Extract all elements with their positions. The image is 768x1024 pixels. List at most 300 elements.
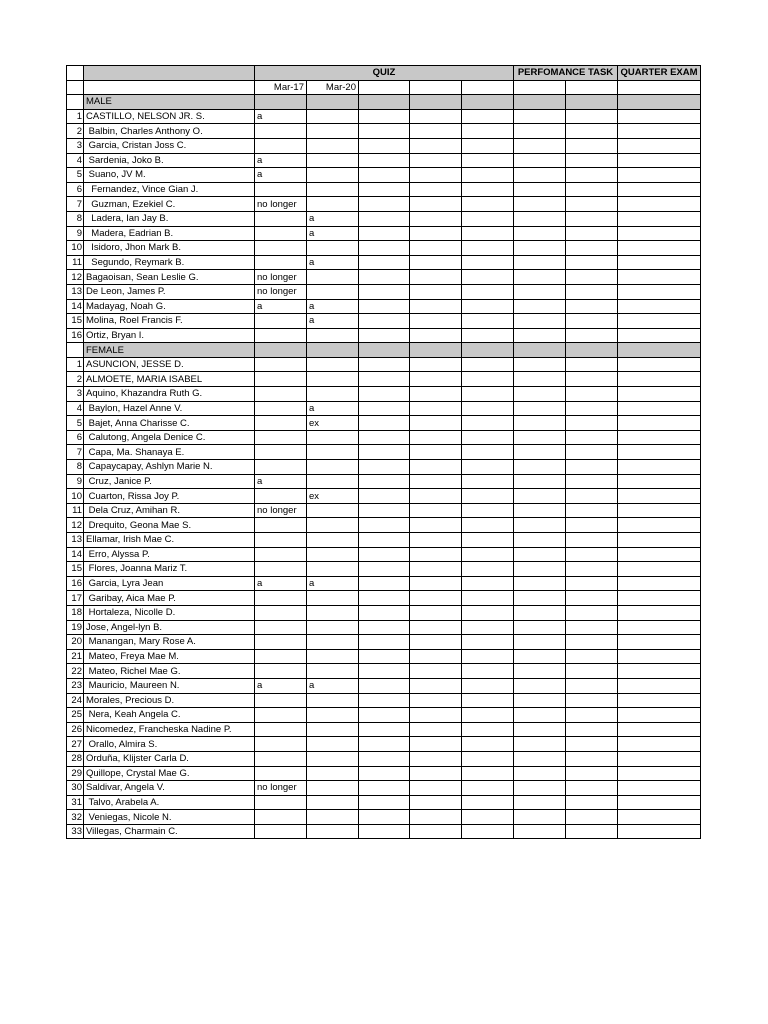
table-row (67, 576, 701, 591)
table-row (67, 722, 701, 737)
grade-cell (462, 372, 514, 387)
table-row (67, 372, 701, 387)
student-name: Guzman, Ezekiel C. (84, 197, 255, 212)
grade-cell (462, 299, 514, 314)
section-num-cell (67, 343, 84, 358)
grade-cell (618, 737, 701, 752)
grade-cell (618, 124, 701, 139)
quiz-1-cell: no longer (255, 270, 307, 285)
header-row (67, 66, 701, 81)
grade-cell (514, 722, 566, 737)
grade-cell (462, 591, 514, 606)
student-name: Mateo, Richel Mae G. (84, 664, 255, 679)
section-fill-cell (410, 95, 462, 110)
quiz-1-cell (255, 751, 307, 766)
grade-cell (410, 722, 462, 737)
table-row (67, 299, 701, 314)
grade-cell (462, 576, 514, 591)
student-name: Veniegas, Nicole N. (84, 810, 255, 825)
quiz-1-cell: no longer (255, 197, 307, 212)
quiz-1-cell (255, 387, 307, 402)
quiz-2-cell: a (307, 576, 359, 591)
grade-cell (410, 372, 462, 387)
quiz-2-cell (307, 781, 359, 796)
grade-cell (410, 489, 462, 504)
grade-cell (618, 708, 701, 723)
quiz-1-cell (255, 314, 307, 329)
grade-cell (359, 722, 410, 737)
grade-cell (618, 270, 701, 285)
quiz-date-2: Mar-20 (307, 80, 359, 95)
grade-cell (514, 708, 566, 723)
table-row (67, 445, 701, 460)
quiz-2-cell (307, 270, 359, 285)
grade-cell (514, 678, 566, 693)
quiz-1-cell (255, 562, 307, 577)
grade-cell (462, 387, 514, 402)
table-row (67, 328, 701, 343)
quiz-2-cell (307, 693, 359, 708)
student-name: Garcia, Cristan Joss C. (84, 138, 255, 153)
grade-cell (566, 401, 618, 416)
quiz-1-cell (255, 708, 307, 723)
grade-cell (462, 766, 514, 781)
student-name: Segundo, Reymark B. (84, 255, 255, 270)
quiz-1-cell (255, 226, 307, 241)
student-number: 10 (67, 489, 84, 504)
grade-cell (410, 211, 462, 226)
student-name: Madayag, Noah G. (84, 299, 255, 314)
quiz-1-cell: a (255, 299, 307, 314)
student-number: 17 (67, 591, 84, 606)
quiz-2-cell (307, 474, 359, 489)
grade-cell (410, 781, 462, 796)
table-row (67, 737, 701, 752)
grade-cell (514, 138, 566, 153)
quiz-2-cell (307, 824, 359, 839)
student-number: 8 (67, 460, 84, 475)
student-name: Jose, Angel-lyn B. (84, 620, 255, 635)
section-fill-cell (359, 95, 410, 110)
quiz-1-cell (255, 664, 307, 679)
grade-cell (514, 620, 566, 635)
quiz-2-cell (307, 357, 359, 372)
grade-cell (410, 766, 462, 781)
quiz-2-cell (307, 138, 359, 153)
grade-cell (359, 576, 410, 591)
grade-cell (514, 226, 566, 241)
grade-cell (514, 547, 566, 562)
grade-cell (462, 182, 514, 197)
date-row-num (67, 80, 84, 95)
grade-cell (359, 591, 410, 606)
grade-cell (410, 357, 462, 372)
table-row (67, 460, 701, 475)
performance-task-header: PERFOMANCE TASK (514, 66, 618, 81)
section-fill-cell (359, 343, 410, 358)
quiz-1-cell (255, 255, 307, 270)
grade-cell (566, 138, 618, 153)
grade-cell (359, 620, 410, 635)
quiz-2-cell (307, 168, 359, 183)
table-row (67, 255, 701, 270)
student-name: Cruz, Janice P. (84, 474, 255, 489)
grade-cell (462, 445, 514, 460)
quiz-1-cell (255, 124, 307, 139)
grade-cell (462, 620, 514, 635)
grade-cell (359, 255, 410, 270)
student-name: Bajet, Anna Charisse C. (84, 416, 255, 431)
student-number: 11 (67, 503, 84, 518)
grade-cell (618, 197, 701, 212)
grade-cell (566, 357, 618, 372)
quiz-2-cell (307, 284, 359, 299)
grade-cell (514, 270, 566, 285)
student-name: Suano, JV M. (84, 168, 255, 183)
student-name: Capaycapay, Ashlyn Marie N. (84, 460, 255, 475)
student-number: 5 (67, 168, 84, 183)
quiz-1-cell: a (255, 576, 307, 591)
grade-cell (462, 255, 514, 270)
student-name: Ellamar, Irish Mae C. (84, 533, 255, 548)
grade-cell (410, 299, 462, 314)
grade-cell (359, 605, 410, 620)
student-number: 3 (67, 138, 84, 153)
grade-cell (514, 810, 566, 825)
grade-cell (514, 751, 566, 766)
quiz-2-cell (307, 503, 359, 518)
grade-cell (514, 533, 566, 548)
grade-cell (410, 664, 462, 679)
quiz-2-cell (307, 591, 359, 606)
grade-cell (462, 605, 514, 620)
grade-cell (566, 635, 618, 650)
student-name: Calutong, Angela Denice C. (84, 430, 255, 445)
quiz-2-cell (307, 533, 359, 548)
grade-cell (566, 533, 618, 548)
grade-cell (566, 109, 618, 124)
grade-cell (359, 824, 410, 839)
grade-cell (618, 211, 701, 226)
grade-cell (359, 518, 410, 533)
quiz-2-cell: a (307, 255, 359, 270)
grade-cell (618, 751, 701, 766)
student-number: 16 (67, 328, 84, 343)
grade-cell (359, 737, 410, 752)
grade-cell (462, 737, 514, 752)
section-row-male (67, 95, 701, 110)
student-number: 25 (67, 708, 84, 723)
table-row (67, 241, 701, 256)
grade-cell (462, 460, 514, 475)
grade-cell (514, 168, 566, 183)
grade-cell (410, 824, 462, 839)
grade-cell (618, 591, 701, 606)
grade-cell (618, 255, 701, 270)
quiz-2-cell: a (307, 678, 359, 693)
quiz-2-cell (307, 547, 359, 562)
grade-cell (410, 153, 462, 168)
quiz-2-cell (307, 810, 359, 825)
student-name: Baylon, Hazel Anne V. (84, 401, 255, 416)
table-row (67, 751, 701, 766)
grade-cell (618, 314, 701, 329)
grade-cell (410, 795, 462, 810)
grade-cell (410, 605, 462, 620)
student-name: Madera, Eadrian B. (84, 226, 255, 241)
grade-cell (359, 401, 410, 416)
grade-cell (359, 138, 410, 153)
grade-cell (514, 241, 566, 256)
grade-cell (462, 533, 514, 548)
grade-cell (359, 109, 410, 124)
grade-cell (618, 387, 701, 402)
student-number: 2 (67, 372, 84, 387)
section-fill-cell (255, 95, 307, 110)
quiz-1-cell: no longer (255, 781, 307, 796)
student-number: 27 (67, 737, 84, 752)
table-row (67, 226, 701, 241)
section-fill-cell (410, 343, 462, 358)
student-number: 4 (67, 153, 84, 168)
grade-cell (514, 372, 566, 387)
grade-cell (618, 357, 701, 372)
grade-cell (359, 168, 410, 183)
grade-cell (462, 211, 514, 226)
student-name: Molina, Roel Francis F. (84, 314, 255, 329)
student-name: CASTILLO, NELSON JR. S. (84, 109, 255, 124)
grade-cell (566, 708, 618, 723)
grade-cell (566, 605, 618, 620)
student-name: De Leon, James P. (84, 284, 255, 299)
grade-cell (566, 737, 618, 752)
table-row (67, 562, 701, 577)
student-name: Capa, Ma. Shanaya E. (84, 445, 255, 460)
grade-cell (618, 328, 701, 343)
quiz-2-cell (307, 766, 359, 781)
grade-cell (410, 270, 462, 285)
grade-cell (410, 197, 462, 212)
grade-cell (514, 197, 566, 212)
grade-cell (359, 284, 410, 299)
table-row (67, 416, 701, 431)
student-number: 6 (67, 182, 84, 197)
grade-cell (566, 766, 618, 781)
grade-cell (618, 138, 701, 153)
grade-cell (566, 664, 618, 679)
grade-cell (618, 795, 701, 810)
grade-cell (618, 533, 701, 548)
grade-cell (462, 693, 514, 708)
student-name: Ortiz, Bryan I. (84, 328, 255, 343)
student-number: 28 (67, 751, 84, 766)
quiz-1-cell (255, 824, 307, 839)
grade-cell (462, 357, 514, 372)
grade-cell (514, 474, 566, 489)
grade-cell (359, 810, 410, 825)
quiz-date-3 (359, 80, 410, 95)
pt-date-2 (566, 80, 618, 95)
grade-cell (514, 503, 566, 518)
quiz-2-cell (307, 460, 359, 475)
student-number: 14 (67, 547, 84, 562)
grade-cell (618, 299, 701, 314)
quiz-1-cell: a (255, 678, 307, 693)
section-fill-cell (462, 95, 514, 110)
grade-cell (410, 678, 462, 693)
quiz-2-cell: a (307, 314, 359, 329)
grade-cell (514, 299, 566, 314)
grade-cell (462, 649, 514, 664)
table-row (67, 138, 701, 153)
grade-cell (410, 328, 462, 343)
grade-cell (462, 168, 514, 183)
grade-cell (359, 474, 410, 489)
quiz-2-cell (307, 664, 359, 679)
grade-cell (514, 518, 566, 533)
grade-cell (410, 693, 462, 708)
quiz-2-cell (307, 649, 359, 664)
student-name: Drequito, Geona Mae S. (84, 518, 255, 533)
grade-cell (566, 284, 618, 299)
table-row (67, 168, 701, 183)
grade-cell (410, 503, 462, 518)
grade-cell (359, 241, 410, 256)
student-name: Erro, Alyssa P. (84, 547, 255, 562)
student-number: 10 (67, 241, 84, 256)
student-number: 14 (67, 299, 84, 314)
student-name: ALMOETE, MARIA ISABEL (84, 372, 255, 387)
grade-cell (359, 197, 410, 212)
grade-cell (410, 124, 462, 139)
student-number: 21 (67, 649, 84, 664)
student-number: 5 (67, 416, 84, 431)
student-number: 2 (67, 124, 84, 139)
quiz-1-cell (255, 518, 307, 533)
quiz-2-cell (307, 182, 359, 197)
table-row (67, 795, 701, 810)
quiz-1-cell: a (255, 474, 307, 489)
student-number: 3 (67, 387, 84, 402)
table-row (67, 109, 701, 124)
grade-cell (514, 284, 566, 299)
student-name: Villegas, Charmain C. (84, 824, 255, 839)
grade-cell (618, 605, 701, 620)
corner-cell (67, 66, 84, 81)
section-fill-cell (307, 95, 359, 110)
grade-cell (566, 503, 618, 518)
table-row (67, 766, 701, 781)
grade-cell (462, 795, 514, 810)
grade-cell (514, 314, 566, 329)
quiz-2-cell (307, 620, 359, 635)
section-fill-cell (255, 343, 307, 358)
grade-cell (462, 226, 514, 241)
grade-cell (566, 693, 618, 708)
grade-cell (566, 430, 618, 445)
grade-cell (618, 693, 701, 708)
quiz-1-cell (255, 138, 307, 153)
grade-cell (462, 197, 514, 212)
table-row (67, 678, 701, 693)
grade-cell (514, 445, 566, 460)
grade-cell (462, 124, 514, 139)
grade-cell (359, 693, 410, 708)
table-row (67, 314, 701, 329)
section-fill-cell (514, 343, 566, 358)
grade-cell (462, 241, 514, 256)
student-name: Hortaleza, Nicolle D. (84, 605, 255, 620)
grade-cell (410, 284, 462, 299)
grade-cell (359, 372, 410, 387)
grade-cell (410, 109, 462, 124)
grade-cell (618, 226, 701, 241)
grade-cell (359, 635, 410, 650)
section-fill-cell (307, 343, 359, 358)
grade-cell (410, 168, 462, 183)
table-row (67, 153, 701, 168)
grade-cell (462, 474, 514, 489)
grade-cell (462, 284, 514, 299)
quiz-1-cell (255, 328, 307, 343)
grade-cell (566, 153, 618, 168)
grade-cell (410, 649, 462, 664)
grade-cell (359, 416, 410, 431)
student-number: 9 (67, 474, 84, 489)
quiz-2-cell: a (307, 226, 359, 241)
student-name: Garcia, Lyra Jean (84, 576, 255, 591)
table-row (67, 518, 701, 533)
quiz-1-cell (255, 795, 307, 810)
grade-cell (566, 620, 618, 635)
quiz-date-1: Mar-17 (255, 80, 307, 95)
student-number: 26 (67, 722, 84, 737)
grade-cell (514, 649, 566, 664)
quiz-2-cell (307, 751, 359, 766)
grade-cell (462, 751, 514, 766)
quiz-1-cell (255, 241, 307, 256)
grade-cell (359, 678, 410, 693)
grade-cell (618, 109, 701, 124)
quiz-2-cell (307, 708, 359, 723)
table-row (67, 605, 701, 620)
quiz-2-cell (307, 387, 359, 402)
quiz-1-cell (255, 737, 307, 752)
grade-cell (514, 766, 566, 781)
student-number: 33 (67, 824, 84, 839)
quiz-header: QUIZ (255, 66, 514, 81)
grade-cell (514, 255, 566, 270)
grade-cell (410, 547, 462, 562)
grade-cell (566, 722, 618, 737)
grade-cell (618, 503, 701, 518)
student-name: Flores, Joanna Mariz T. (84, 562, 255, 577)
grade-cell (514, 664, 566, 679)
quiz-2-cell: a (307, 211, 359, 226)
grade-cell (618, 664, 701, 679)
quiz-1-cell (255, 401, 307, 416)
student-number: 1 (67, 109, 84, 124)
grade-cell (410, 416, 462, 431)
grade-cell (462, 664, 514, 679)
student-name: ASUNCION, JESSE D. (84, 357, 255, 372)
grade-cell (359, 357, 410, 372)
quiz-1-cell (255, 372, 307, 387)
grade-cell (359, 328, 410, 343)
student-number: 16 (67, 576, 84, 591)
grade-cell (410, 591, 462, 606)
student-name: Nera, Keah Angela C. (84, 708, 255, 723)
